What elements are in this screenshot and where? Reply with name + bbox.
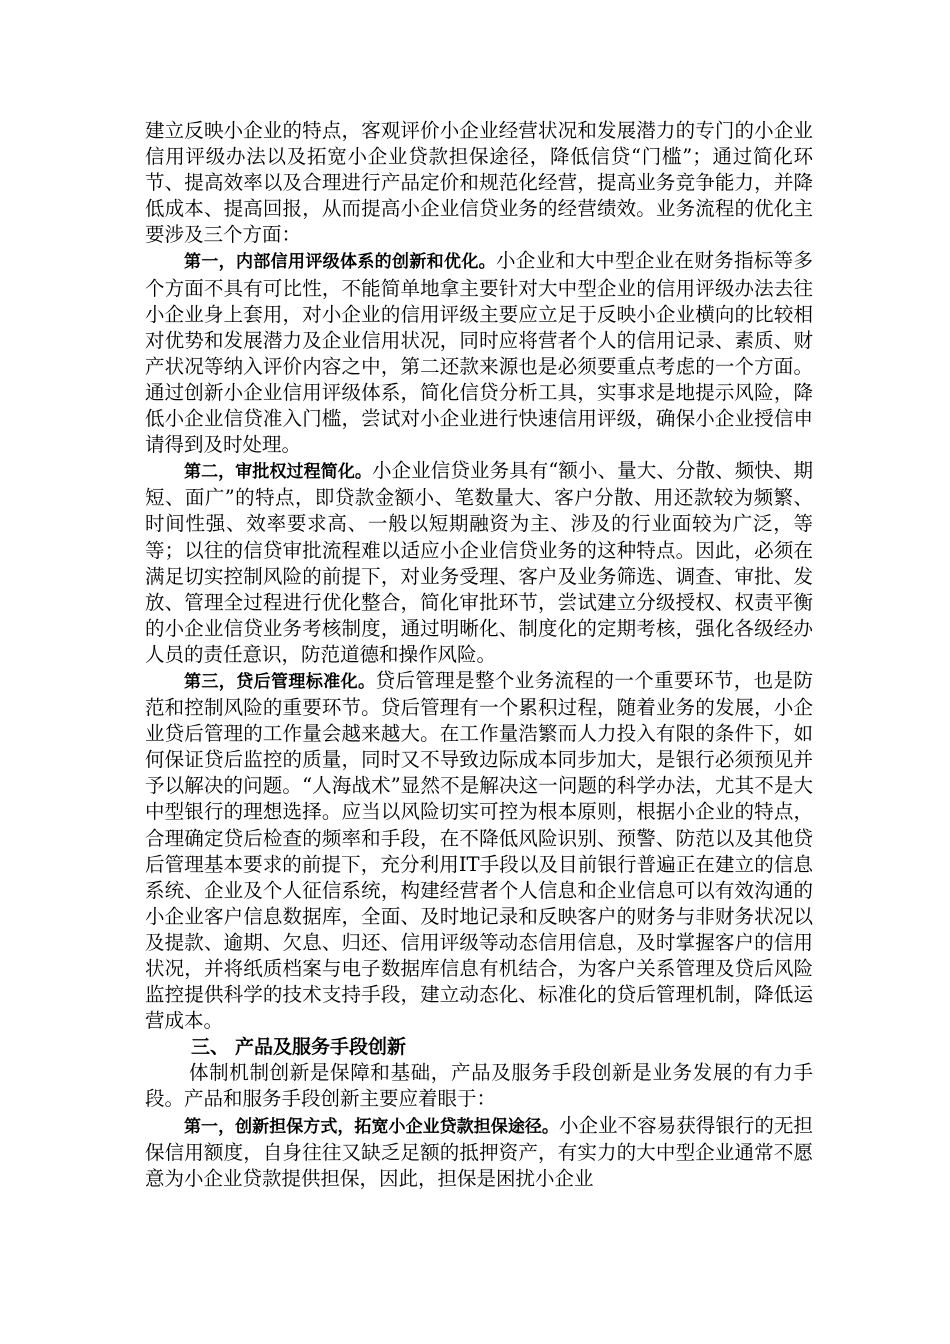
point-paragraph-1 [145, 248, 813, 458]
point-paragraph-3 [145, 668, 813, 1034]
intro-paragraph: 建立反映小企业的特点，客观评价小企业经营状况和发展潜力的专门的小企业信用评级办法以及拓宽小企业贷款担保途径，降低信贷“门槛”；通过简化环节、提高效率以及合理进行产品定价和规范化经营，提高业务竞争能力，并降低成本、提高回报，从而提高小企业信贷业务的经营绩效。业务流程的优化主要涉及三个方面： [145, 119, 813, 247]
section-point-body-1: 小企业不容易获得银行的无担保信用额度，自身往往又缺乏足额的抵押资产，有实力的大中型企业通常不愿意为小企业贷款提供担保，因此，担保是困扰小企业 [145, 1113, 813, 1190]
point-body-3: 贷后管理是整个业务流程的一个重要环节，也是防范和控制风险的重要环节。贷后管理有一个累积过程，随着业务的发展，小企业贷后管理的工作量会越来越大。在工作量浩繁而人力投入有限的条件下，如何保证贷后监控的质量，同时又不导致边际成本同步加大，是银行必须预见并予以解决的问题。“人海战术”显然不是解决这一问题的科学办法，尤其不是大中型银行的理想选择。应当以风险切实可控为根本原则，根据小企业的特点，合理确定贷后检查的频率和手段，在不降低风险识别、预警、防范以及其他贷后管理基本要求的前提下，充分利用IT手段以及目前银行普遍正在建立的信息系统、企业及个人征信系统，构建经营者个人信息和企业信息可以有效沟通的小企业客户信息数据库，全面、及时地记录和反映客户的财务与非财务状况以及提款、逾期、欠息、归还、信用评级等动态信用信息，及时掌握客户的信用状况，并将纸质档案与电子数据库信息有机结合，为客户关系管理及贷后风险监控提供科学的技术支持手段，建立动态化、标准化的贷后管理机制，降低运营成本。 [145, 668, 813, 1033]
section-point-paragraph-1 [145, 1113, 813, 1192]
section-heading [145, 1034, 813, 1060]
point-lead-3: 第三，贷后管理标准化。 [184, 671, 376, 692]
point-paragraph-2 [145, 458, 813, 668]
document-page [145, 118, 813, 1192]
point-body-1: 小企业和大中型企业在财务指标等多个方面不具有可比性，不能简单地拿主要针对大中型企业的信用评级办法去往小企业身上套用，对小企业的信用评级主要应立足于反映小企业横向的比较相对优势和发展潜力及企业信用状况，同时应将营者个人的信用记录、素质、财产状况等纳入评价内容之中，第二还款来源也是必须要重点考虑的一个方面。通过创新小企业信用评级体系，简化信贷分析工具，实事求是地提示风险，降低小企业信贷准入门槛，尝试对小企业进行快速信用评级，确保小企业授信申请得到及时处理。 [145, 249, 813, 457]
section-title: 产品及服务手段创新 [235, 1036, 407, 1059]
section-number: 三、 [191, 1036, 230, 1059]
section-intro-paragraph: 体制机制创新是保障和基础，产品及服务手段创新是业务发展的有力手段。产品和服务手段创新主要应着眼于： [145, 1061, 813, 1111]
section-point-lead-1: 第一，创新担保方式，拓宽小企业贷款担保途径。 [184, 1116, 559, 1137]
point-body-2: 小企业信贷业务具有“额小、量大、分散、频快、期短、面广”的特点，即贷款金额小、笔数量大、客户分散、用还款较为频繁、时间性强、效率要求高、一般以短期融资为主、涉及的行业面较为广泛，等等；以往的信贷审批流程难以适应小企业信贷业务的这种特点。因此，必须在满足切实控制风险的前提下，对业务受理、客户及业务筛选、调查、审批、发放、管理全过程进行优化整合，简化审批环节，尝试建立分级授权、权责平衡的小企业信贷业务考核制度，通过明晰化、制度化的定期考核，强化各级经办人员的责任意识，防范道德和操作风险。 [145, 459, 813, 666]
point-lead-2: 第二，审批权过程简化。 [184, 462, 373, 483]
point-lead-1: 第一，内部信用评级体系的创新和优化。 [184, 252, 496, 273]
